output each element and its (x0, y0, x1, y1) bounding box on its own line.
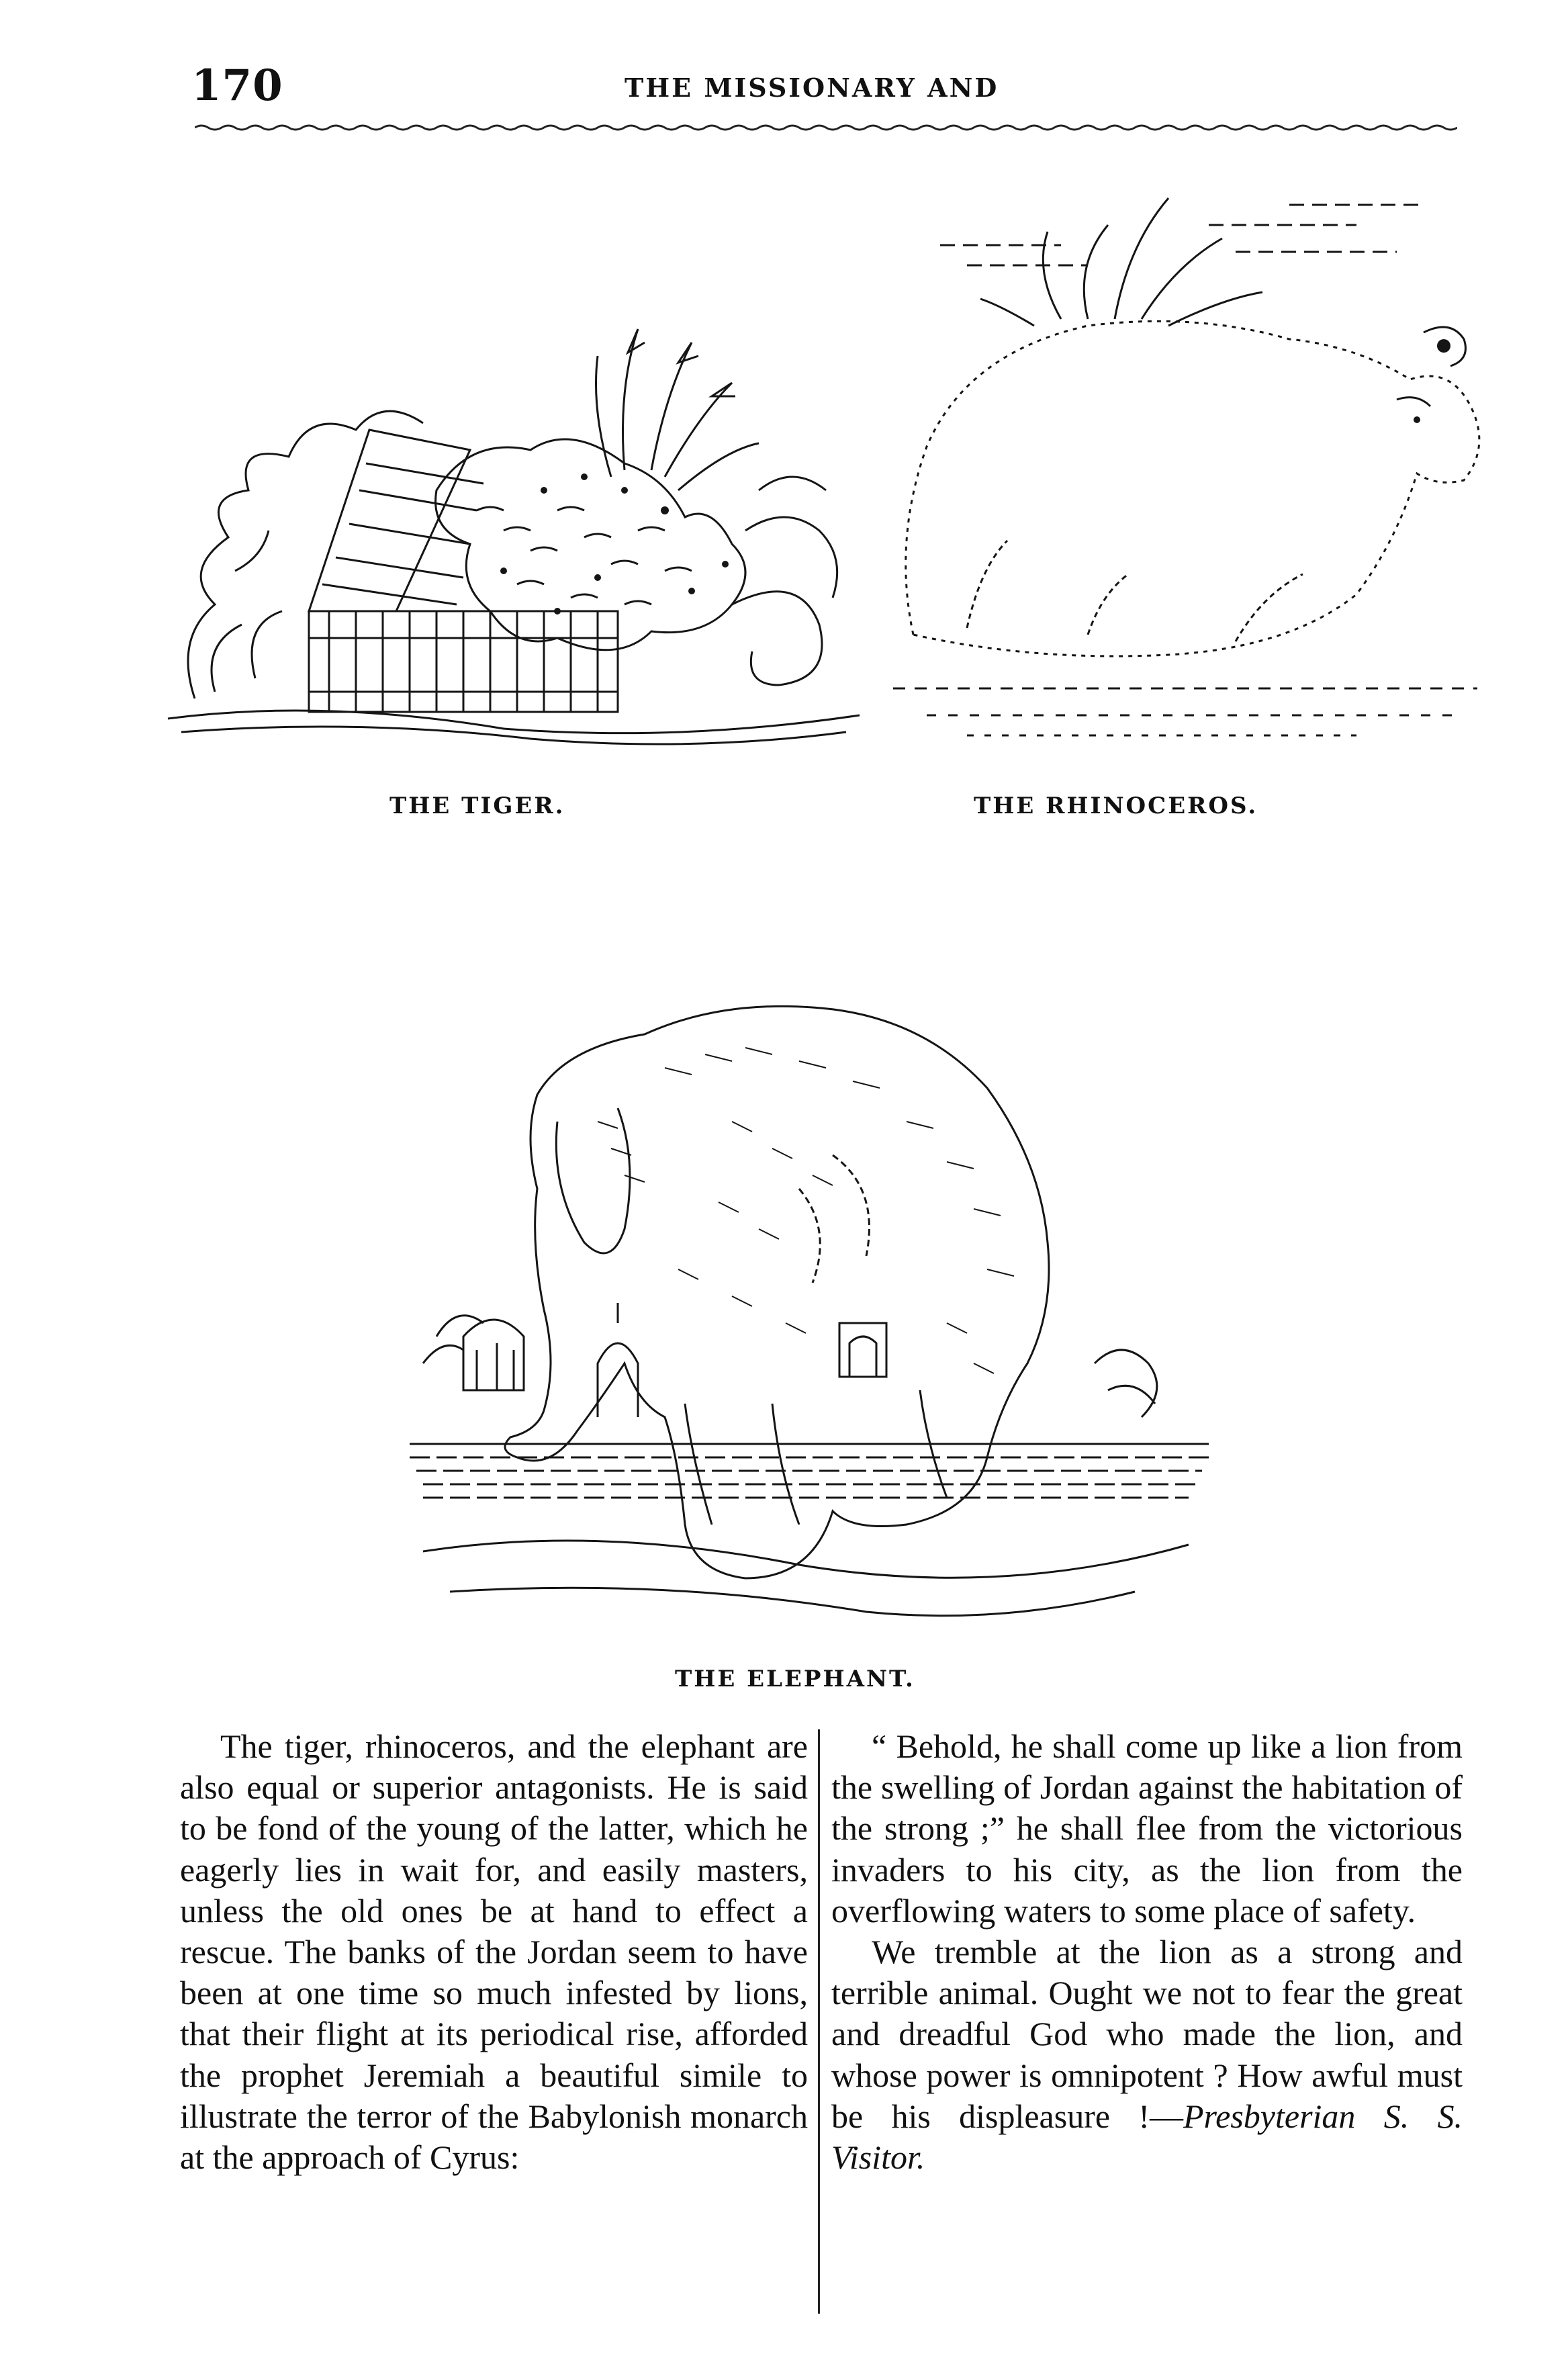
elephant-illustration (396, 987, 1222, 1632)
left-column-paragraph: The tiger, rhinoceros, and the elephant are also equal or superior antagonists. He is said to be fond of the young of the latter, which he eagerly lies in wait for, and easily masters, unless the old ones be at hand to effect a rescue. The banks of the Jordan seem to have been at one time so much infested by lions, that their flight at its periodical rise, afforded the prophet Jeremiah a beautiful simile to illustrate the terror of the Babylonish monarch at the approach of Cyrus: (180, 1727, 808, 2177)
right-column-paragraph-1: “ Behold, he shall come up like a lion from the swelling of Jordan against the habitation of the strong ;” he shall flee from the victorious invaders to his city, as the lion from the overflowing waters to some place of safety. (831, 1727, 1463, 1930)
column-divider (818, 1729, 820, 2314)
right-column-paragraph-2-text: We tremble at the lion as a strong and terrible animal. Ought we not to fear the great and dreadful God who made the lion, and whose power is omnipotent ? How awful must be his displeasure !— (831, 1933, 1463, 2135)
page-number: 170 (191, 60, 283, 111)
article-right-column (831, 1726, 1463, 2178)
header-rule (195, 121, 1457, 134)
article-left-column (180, 1726, 808, 2178)
source-credit: Presbyterian S. S. Visitor. (831, 2097, 1463, 2177)
rhinoceros-illustration (886, 165, 1491, 756)
running-head: THE MISSIONARY AND (625, 73, 999, 103)
rhinoceros-caption: THE RHINOCEROS. (974, 792, 1258, 819)
right-column-paragraph-2 (831, 1932, 1463, 2178)
elephant-caption: THE ELEPHANT. (675, 1666, 915, 1692)
tiger-illustration (154, 289, 873, 752)
tiger-caption: THE TIGER. (389, 792, 565, 819)
